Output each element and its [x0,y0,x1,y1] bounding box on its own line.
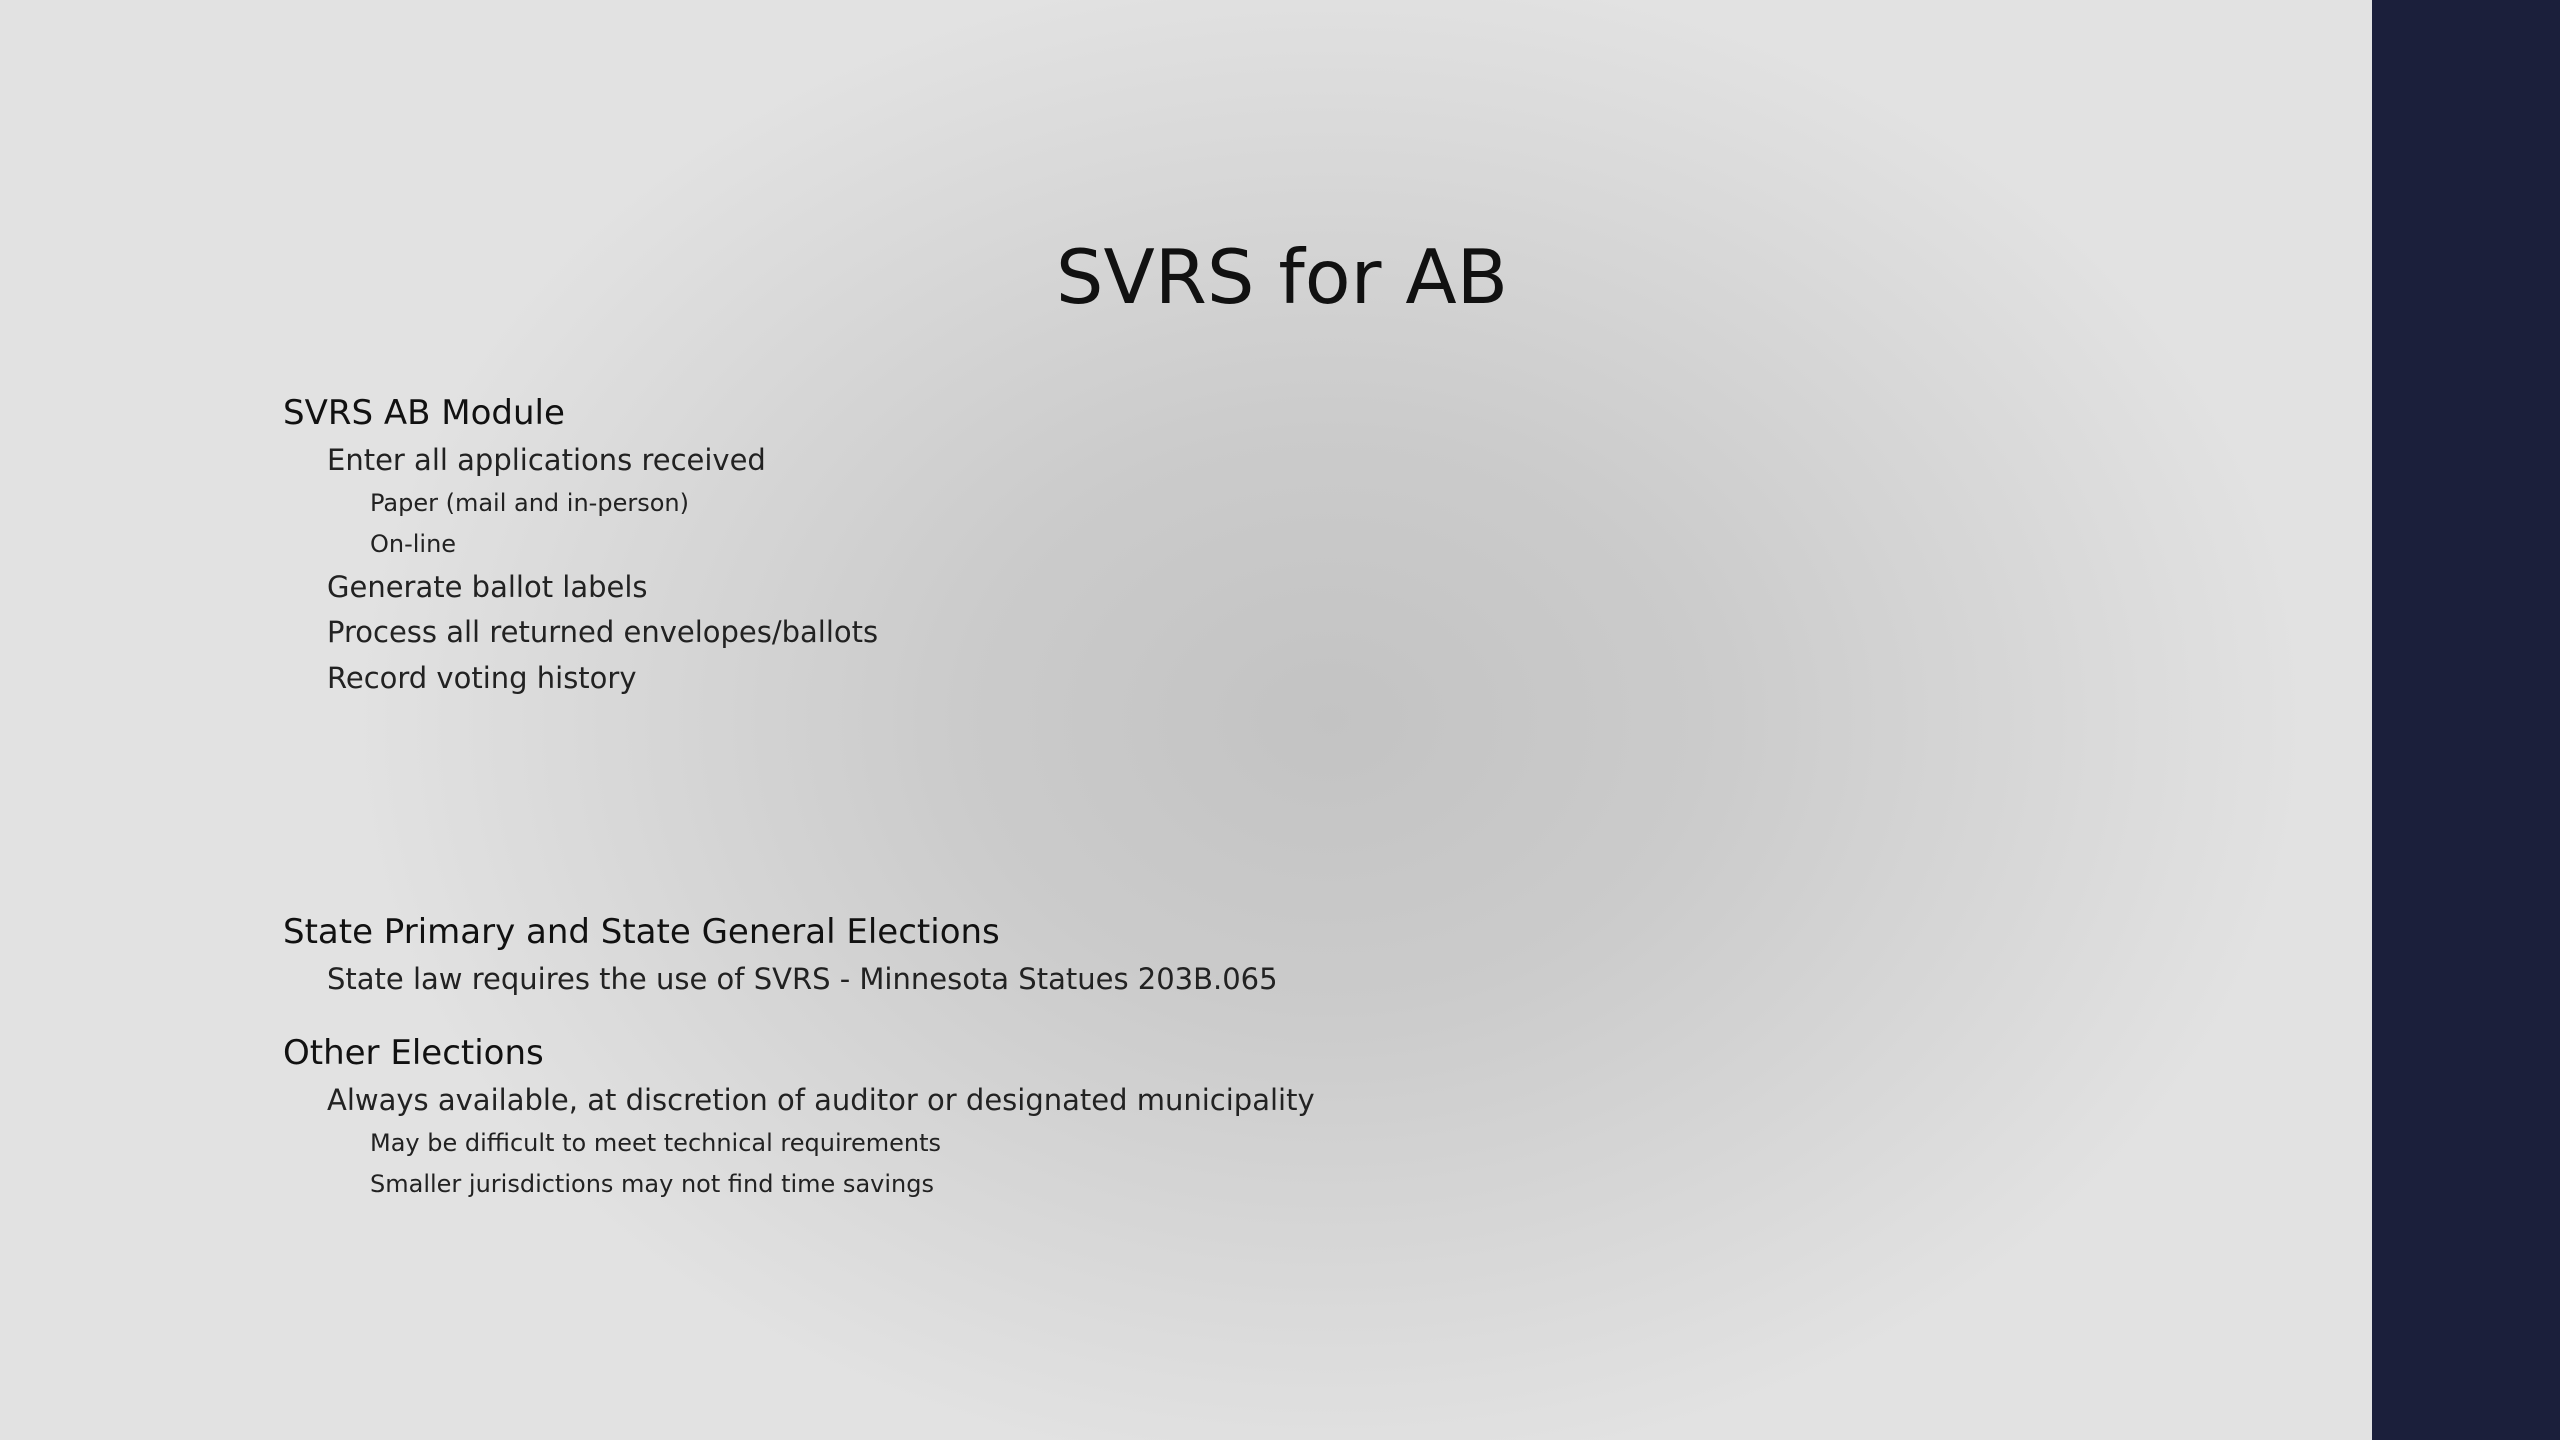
side-panel [2372,0,2560,1440]
section-heading-other-elections: Other Elections [283,1033,544,1073]
section-heading-state-elections: State Primary and State General Elections [283,912,1000,952]
bullet-record-history: Record voting history [327,661,637,695]
slide-title: SVRS for AB [1055,233,1509,321]
bullet-state-law: State law requires the use of SVRS - Minnesota Statues 203B.065 [327,962,1278,996]
subbullet-time-savings: Smaller jurisdictions may not find time savings [370,1170,934,1198]
bullet-always-available: Always available, at discretion of auditor or designated municipality [327,1083,1315,1117]
bullet-generate-labels: Generate ballot labels [327,570,648,604]
subbullet-online: On-line [370,530,457,558]
subbullet-paper: Paper (mail and in-person) [370,489,689,517]
bullet-process-envelopes: Process all returned envelopes/ballots [327,615,879,649]
section-heading-ab-module: SVRS AB Module [283,393,565,433]
bullet-enter-applications: Enter all applications received [327,443,766,477]
subbullet-technical-requirements: May be difficult to meet technical requirements [370,1129,942,1157]
